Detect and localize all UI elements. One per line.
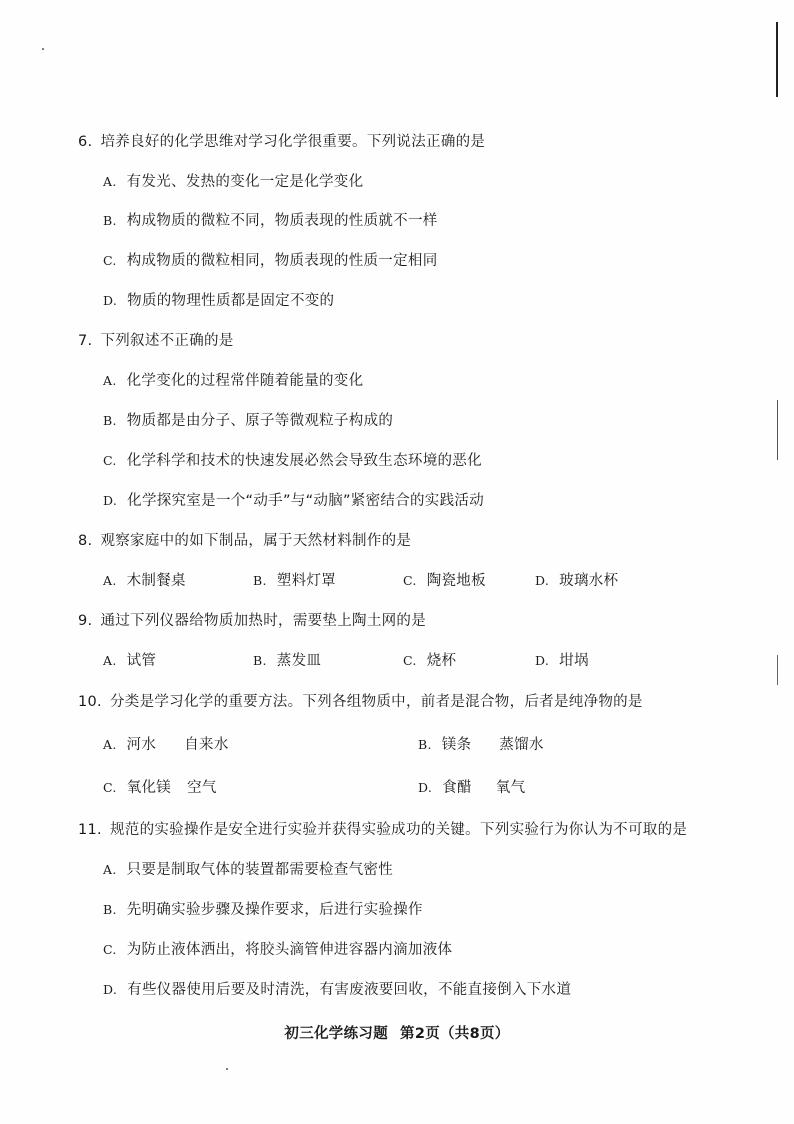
option-6b [103, 211, 438, 231]
option-first-substance: 镁条 [441, 737, 472, 753]
option-10c [103, 778, 217, 798]
question-text: 通过下列仪器给物质加热时，需要垫上陶土网的是 [100, 613, 427, 629]
option-letter: B. [253, 653, 267, 668]
question-number: 8. [78, 533, 93, 549]
option-9a [103, 651, 156, 671]
option-second-substance: 空气 [187, 780, 217, 796]
option-text: 只要是制取气体的装置都需要检查气密性 [126, 862, 394, 878]
option-letter: A. [103, 737, 117, 752]
option-7b [103, 411, 393, 431]
option-9c [403, 651, 456, 671]
question-number: 11. [78, 822, 102, 838]
option-9d [535, 651, 589, 671]
option-letter: D. [418, 780, 433, 795]
scan-edge-line [776, 22, 778, 97]
option-text: 有些仪器使用后要及时清洗，有害废液要回收，不能直接倒入下水道 [127, 982, 572, 998]
scan-edge-line [777, 655, 778, 685]
question-text: 培养良好的化学思维对学习化学很重要。下列说法正确的是 [100, 134, 486, 150]
question-6 [78, 132, 485, 152]
option-letter: A. [103, 862, 117, 877]
option-text: 蒸发皿 [276, 653, 322, 669]
option-8d [535, 571, 618, 591]
option-10b [418, 735, 544, 755]
question-text: 规范的实验操作是安全进行实验并获得实验成功的关键。下列实验行为你认为不可取的是 [109, 822, 688, 838]
question-8 [78, 531, 411, 551]
option-text: 塑料灯罩 [276, 573, 336, 589]
option-text: 试管 [126, 653, 157, 669]
option-11b [103, 900, 423, 920]
option-letter: B. [253, 573, 267, 588]
option-letter: C. [103, 780, 117, 795]
option-letter: A. [103, 653, 117, 668]
option-6d [103, 291, 334, 311]
option-text: 化学科学和技术的快速发展必然会导致生态环境的恶化 [126, 453, 482, 469]
question-number: 7. [78, 333, 93, 349]
option-8c [403, 571, 486, 591]
option-letter: D. [535, 573, 550, 588]
option-text: 为防止液体洒出，将胶头滴管伸进容器内滴加液体 [126, 942, 453, 958]
question-11 [78, 820, 687, 840]
option-first-substance: 氧化镁 [126, 780, 172, 796]
option-first-substance: 河水 [126, 737, 157, 753]
option-6c [103, 251, 438, 271]
option-letter: D. [103, 493, 118, 508]
option-text: 有发光、发热的变化一定是化学变化 [126, 174, 364, 190]
option-text: 构成物质的微粒相同，物质表现的性质一定相同 [126, 253, 438, 269]
question-text: 下列叙述不正确的是 [100, 333, 234, 349]
option-text: 陶瓷地板 [426, 573, 486, 589]
option-letter: D. [103, 293, 118, 308]
option-text: 物质的物理性质都是固定不变的 [127, 293, 335, 309]
option-text: 烧杯 [426, 653, 457, 669]
option-second-substance: 蒸馏水 [499, 737, 544, 753]
question-9 [78, 611, 426, 631]
option-7c [103, 451, 482, 471]
option-letter: D. [103, 982, 118, 997]
question-10 [78, 692, 643, 712]
page-footer [0, 1022, 794, 1043]
option-9b [253, 651, 321, 671]
option-text: 坩埚 [559, 653, 589, 669]
option-text: 玻璃水杯 [559, 573, 619, 589]
question-text: 观察家庭中的如下制品，属于天然材料制作的是 [100, 533, 412, 549]
option-letter: C. [403, 573, 417, 588]
option-letter: A. [103, 373, 117, 388]
option-text: 化学变化的过程常伴随着能量的变化 [126, 373, 364, 389]
question-number: 9. [78, 613, 93, 629]
option-8a [103, 571, 186, 591]
option-letter: B. [103, 902, 117, 917]
option-letter: B. [418, 737, 432, 752]
option-11c [103, 940, 452, 960]
option-7a [103, 371, 363, 391]
option-letter: A. [103, 573, 117, 588]
footer-title: 初三化学练习题 [284, 1026, 389, 1042]
option-8b [253, 571, 336, 591]
question-number: 6. [78, 134, 93, 150]
option-text: 构成物质的微粒不同，物质表现的性质就不一样 [126, 213, 438, 229]
option-text: 先明确实验步骤及操作要求，后进行实验操作 [126, 902, 423, 918]
question-text: 分类是学习化学的重要方法。下列各组物质中，前者是混合物，后者是纯净物的是 [109, 694, 643, 710]
option-second-substance: 氧气 [495, 780, 526, 796]
scan-speck [226, 1068, 228, 1070]
scan-speck [42, 48, 44, 50]
footer-page-number: 第2页（共8页） [400, 1026, 510, 1042]
option-letter: B. [103, 213, 117, 228]
option-letter: C. [103, 253, 117, 268]
option-text: 物质都是由分子、原子等微观粒子构成的 [126, 413, 394, 429]
option-letter: A. [103, 174, 117, 189]
option-letter: C. [403, 653, 417, 668]
option-letter: D. [535, 653, 550, 668]
question-7 [78, 331, 234, 351]
option-10a [103, 735, 229, 755]
option-10d [418, 778, 525, 798]
option-6a [103, 172, 363, 192]
option-second-substance: 自来水 [184, 737, 229, 753]
option-text: 木制餐桌 [126, 573, 186, 589]
option-first-substance: 食醋 [442, 780, 472, 796]
option-letter: B. [103, 413, 117, 428]
option-letter: C. [103, 942, 117, 957]
option-letter: C. [103, 453, 117, 468]
option-7d [103, 491, 484, 511]
option-text: 化学探究室是一个“动手”与“动脑”紧密结合的实践活动 [127, 493, 485, 509]
question-number: 10. [78, 694, 102, 710]
option-11a [103, 860, 393, 880]
option-11d [103, 980, 571, 1000]
scan-edge-line [777, 400, 778, 460]
